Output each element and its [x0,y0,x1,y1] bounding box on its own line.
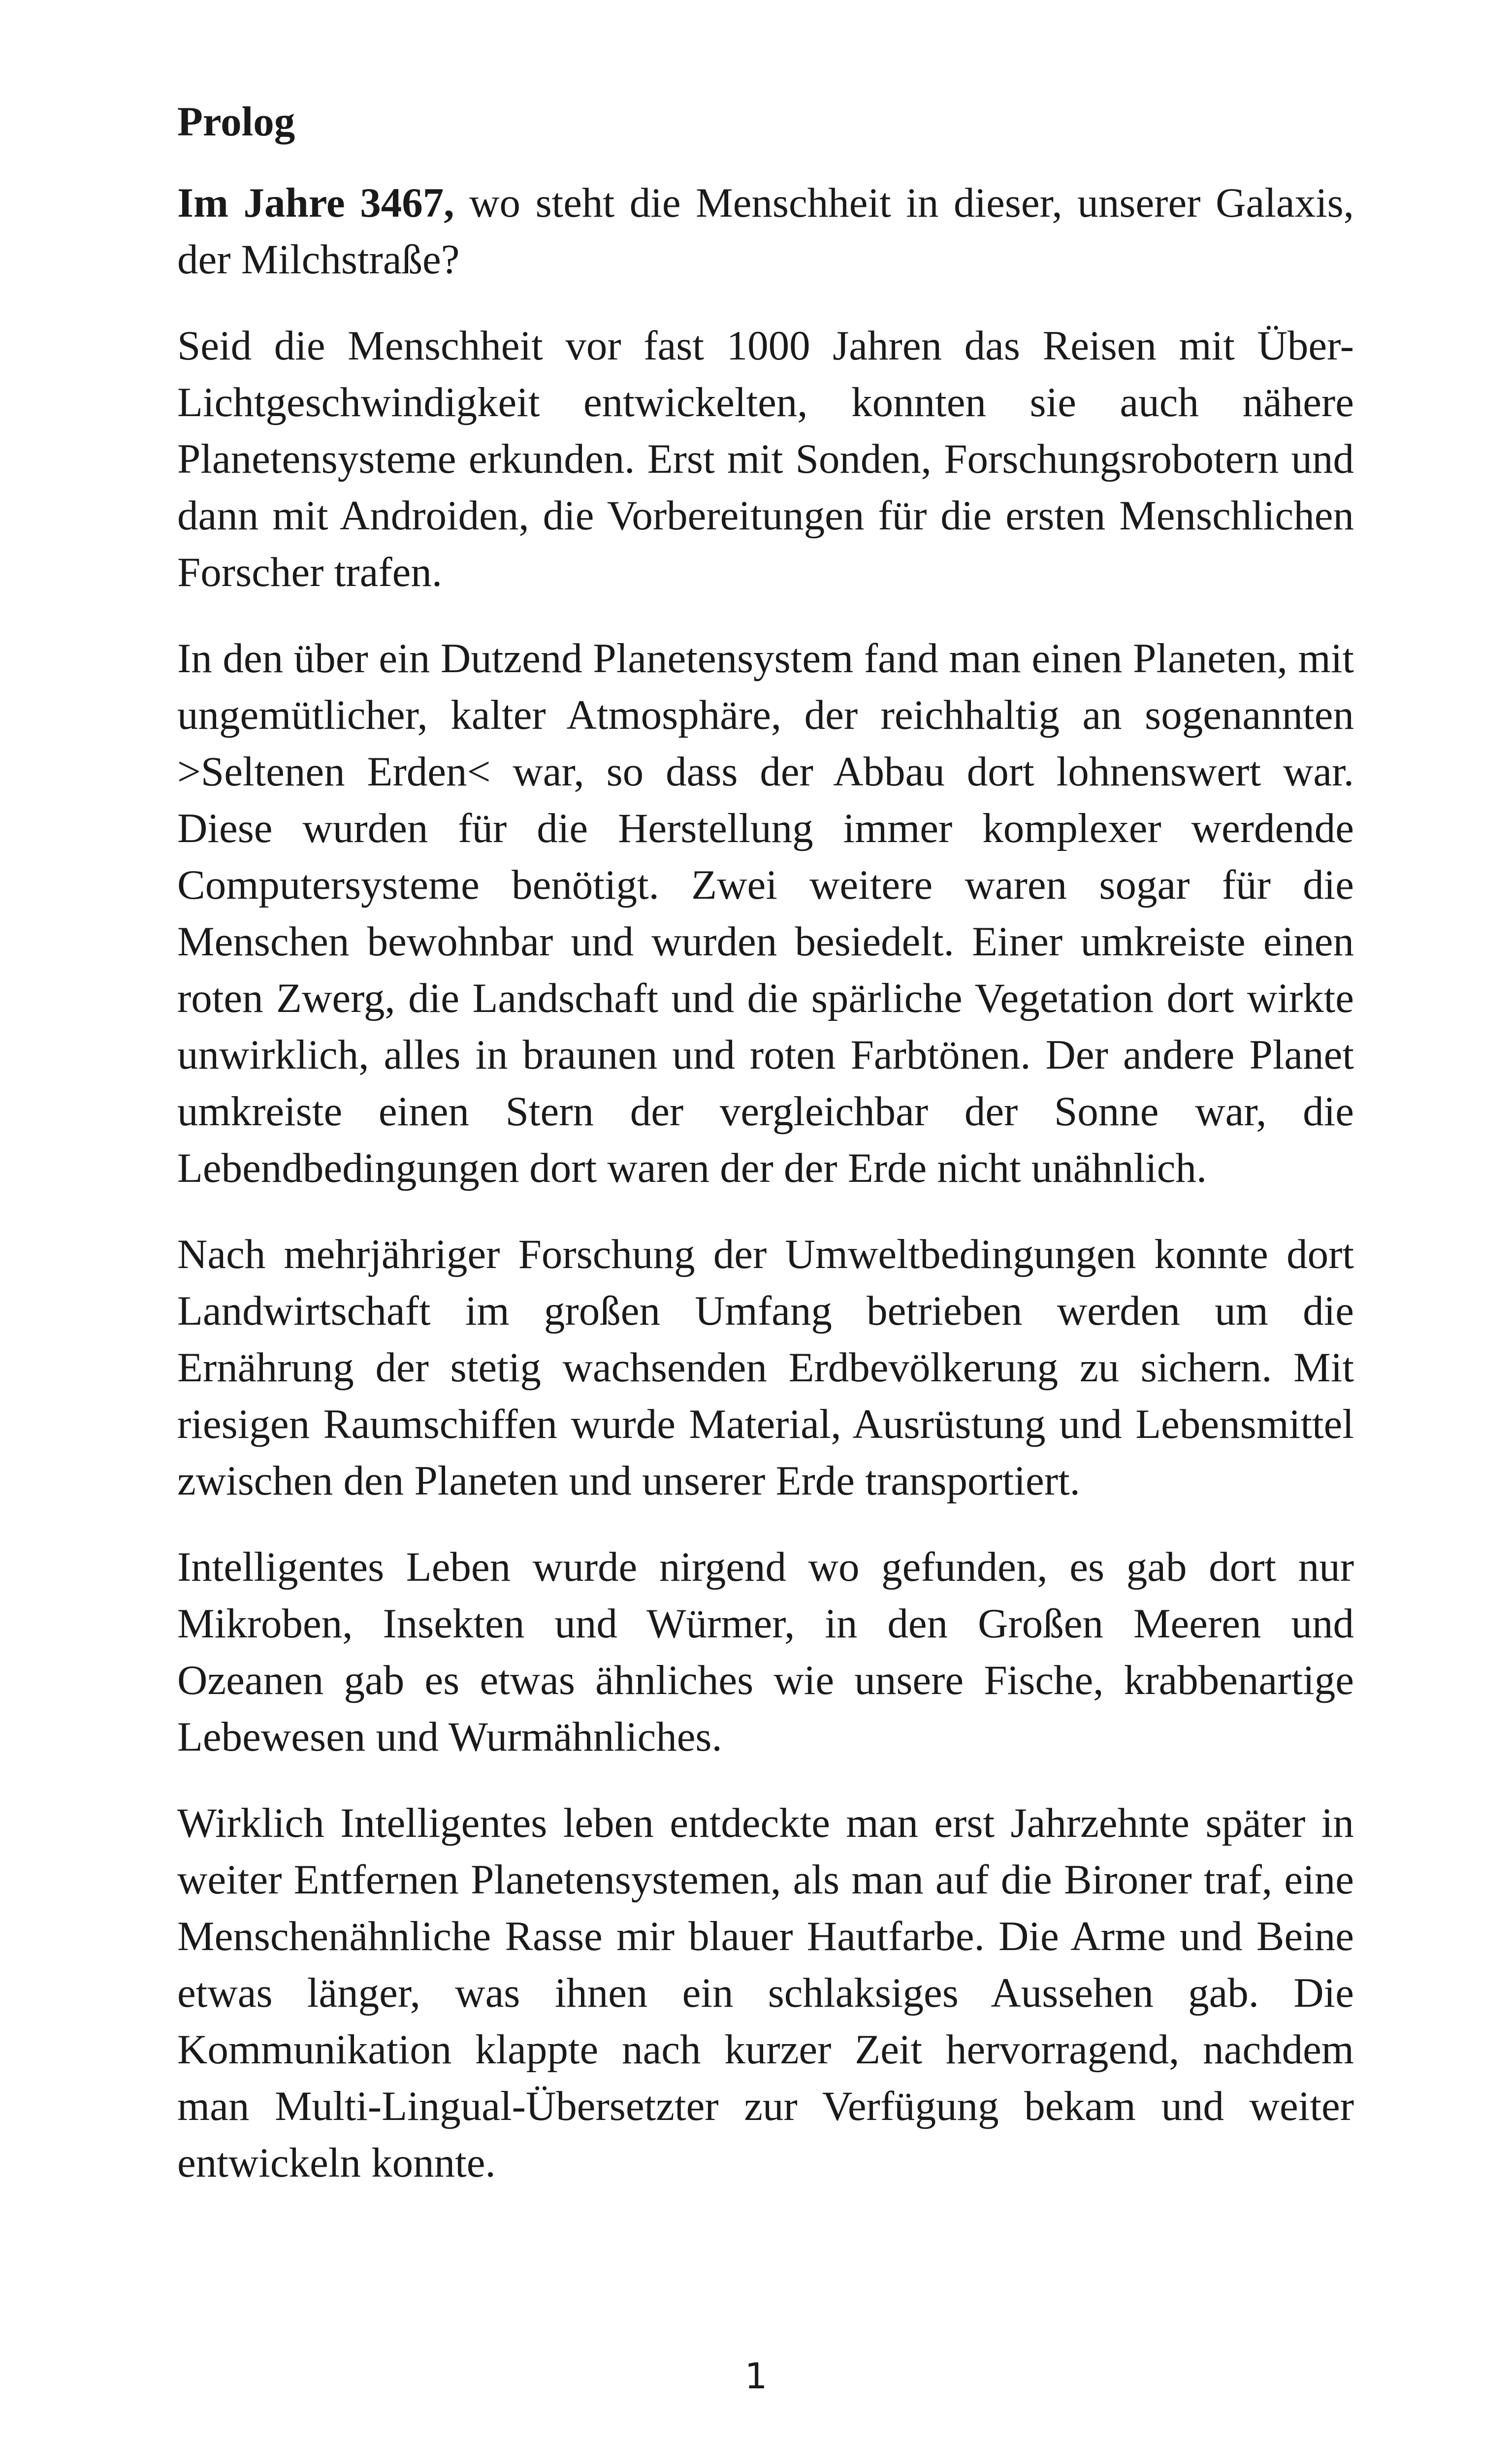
document-page [177,94,1354,2221]
paragraph-1: Seid die Menschheit vor fast 1000 Jahren das Reisen mit Über-Lichtgeschwindigkeit entwickelten, konnten sie auch nähere Planetensysteme erkunden. Erst mit Sonden, Forschungsrobotern und dann mit Androiden, die Vorbereitungen für die ersten Menschlichen Forscher trafen. [177,323,1354,595]
intro-lead: Im Jahre 3467, [177,180,454,226]
intro-paragraph [177,175,1354,288]
paragraph-4: Intelligentes Leben wurde nirgend wo gefunden, es gab dort nur Mikroben, Insekten und Würmer, in den Großen Meeren und Ozeanen gab es etwas ähnliches wie unsere Fische, krabbenartige Lebewesen und Wurmähnliches. [177,1544,1354,1760]
paragraph-5: Wirklich Intelligentes leben entdeckte man erst Jahrzehnte später in weiter Entfernen Planetensystemen, als man auf die Bironer traf, eine Menschenähnliche Rasse mir blauer Hautfarbe. Die Arme und Beine etwas länger, was ihnen ein schlaksiges Aussehen gab. Die Kommunikation klappte nach kurzer Zeit hervorragend, nachdem man Multi-Lingual-Übersetzter zur Verfügung bekam und weiter entwickeln konnte. [177,1800,1354,2186]
paragraph-2: In den über ein Dutzend Planetensystem fand man einen Planeten, mit ungemütlicher, kalter Atmosphäre, der reichhaltig an sogenannten >Seltenen Erden< war, so dass der Abbau dort lohnenswert war. Diese wurden für die Herstellung immer komplexer werdende Computersysteme benötigt. Zwei weitere waren sogar für die Menschen bewohnbar und wurden besiedelt. Einer umkreiste einen roten Zwerg, die Landschaft und die spärliche Vegetation dort wirkte unwirklich, alles in braunen und roten Farbtönen. Der andere Planet umkreiste einen Stern der vergleichbar der Sonne war, die Lebendbedingungen dort waren der der Erde nicht unähnlich. [177,635,1354,1191]
paragraph-3: Nach mehrjähriger Forschung der Umweltbedingungen konnte dort Landwirtschaft im großen Umfang betrieben werden um die Ernährung der stetig wachsenden Erdbevölkerung zu sichern. Mit riesigen Raumschiffen wurde Material, Ausrüstung und Lebensmittel zwischen den Planeten und unserer Erde transportiert. [177,1231,1354,1504]
intro-rest: wo steht die Menschheit in dieser, unserer Galaxis, der Milchstraße? [177,180,1354,283]
page-number: 1 [744,2355,768,2397]
chapter-heading: Prolog [177,98,295,145]
